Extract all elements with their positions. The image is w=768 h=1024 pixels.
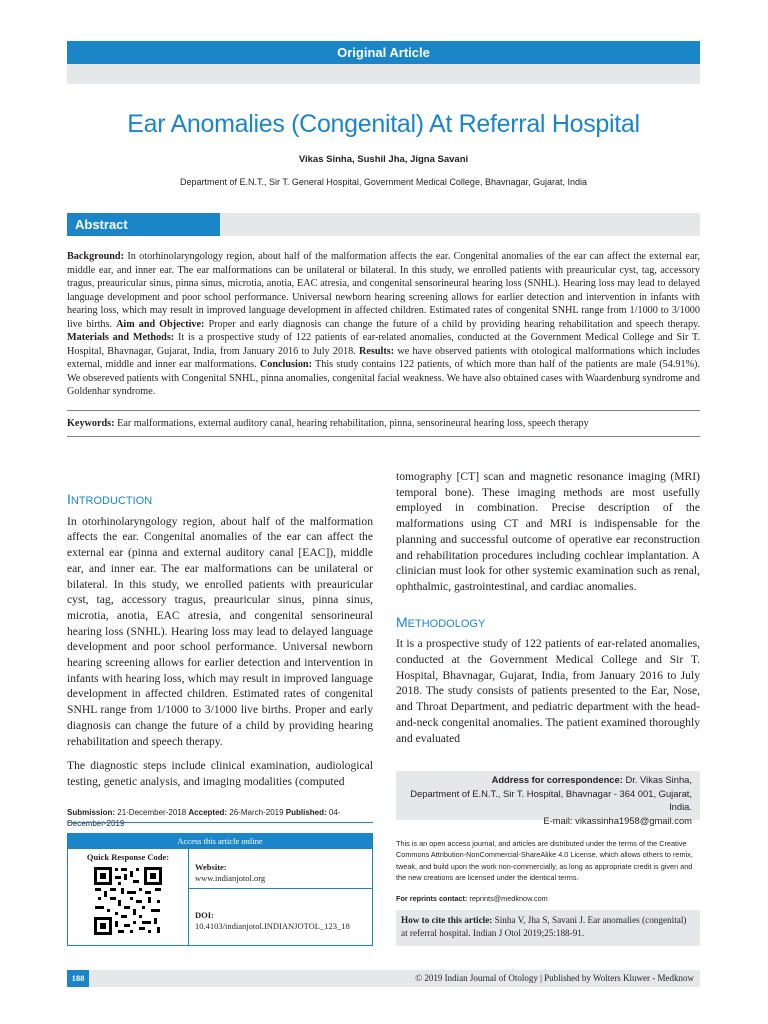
conclusion-text: This study contains 122 patients, of which more than half of the patients are male (54.91%). We obsereved patients with Congenital SNHL, pinna anomalies, congenital facial weakness. We have also obtained cases with Waardenburg syndrome and Goldenhar syndrome. (67, 359, 700, 397)
introduction-paragraph-1: In otorhinolaryngology region, about half of the malformation affects the ear. Congenital anomalies of the ear can affect the external ear (pinna and external auditory canal [EAC]), middle ear, and inner ear. The ear malformations can be unilateral or bilateral. In this study, we enrolled patients with preauricular cyst, tag, accessory tragus, preauricular sinus, pinna sinus, microtia, anotia, EAC atresia, and congenital sensorineural hearing loss (SNHL). Hearing loss may lead to delayed language development and poor school performance. Universal newborn hearing screening allows for earlier detection and intervention in infants with hearing loss, which may result in improved language development in affected children. Estimated rates of congenital SNHL range from 1/1000 to 3/1000 live births. Proper and early diagnosis can change the future of a child by providing hearing rehabilitation and speech therapy. (67, 514, 373, 748)
keywords (67, 417, 700, 431)
correspondence-label: Address for correspondence: (491, 774, 623, 785)
submission-dates: Submission: 21-December-2018 Accepted: 26-March-2019 Published: 04-December-2019 (67, 808, 341, 828)
website-link[interactable]: www.indianjotol.org (195, 873, 266, 883)
aim-label: Aim and Objective: (116, 318, 205, 330)
citation-box (396, 910, 700, 946)
website-label: Website: (195, 862, 227, 872)
access-divider-horizontal (188, 888, 372, 889)
aim-text: Proper and early diagnosis can change the future of a child by providing hearing rehabilitation and speech therapy. (204, 318, 701, 330)
banner-gray-strip (67, 64, 700, 84)
access-heading: Access this article online (68, 834, 372, 849)
citation-label: How to cite this article: (401, 915, 493, 925)
reprints-contact: For reprints contact: reprints@medknow.com (396, 894, 548, 903)
article-title: Ear Anomalies (Congenital) At Referral Hospital (127, 110, 640, 138)
article-type-banner (67, 41, 700, 64)
correspondence-address: Department of E.N.T., Sir T. Hospital, Bhavnagar - 364 001, Gujarat, India. (410, 787, 692, 812)
results-text: we have observed patients with otological malformations which includes external, middle and inner ear malformations. (67, 345, 700, 370)
article-type-label: Original Article (337, 45, 430, 60)
abstract-heading: Abstract (67, 213, 220, 236)
body-column-right (396, 469, 700, 746)
keywords-rule-top (67, 410, 700, 411)
abstract-body (67, 250, 700, 399)
results-label: Results: (359, 345, 395, 357)
page-number: 188 (67, 970, 89, 987)
keywords-label: Keywords: (67, 418, 115, 429)
doi-link[interactable]: 10.4103/indianjotol.INDIANJOTOL_123_18 (195, 921, 350, 931)
citation-text: Sinha V, Jha S, Savani J. Ear anomalies (congenital) at referral hospital. Indian J Otol 2019;25:188-91. (401, 915, 687, 939)
access-divider-vertical (188, 849, 189, 945)
methodology-heading: METHODOLOGY (396, 613, 486, 630)
keywords-text: Ear malformations, external auditory canal, hearing rehabilitation, pinna, sensorineural hearing loss, speech therapy (114, 418, 589, 429)
qr-code-label: Quick Response Code: (86, 852, 170, 862)
doi-label: DOI: (195, 910, 214, 920)
background-text: In otorhinolaryngology region, about half of the malformation affects the ear. Congenital anomalies of the ear can affect the external ear, middle ear, and inner ear. The ear malformations can be unilateral or bilateral. In this study, we enrolled patients with preauricular cyst, tag, accessory tragus, preauricular sinus, pinna sinus, microtia, anotia, EAC atresia, and congenital sensorineural hearing loss (SNHL). Hearing loss may lead to delayed language development and poor school performance. Universal newborn hearing screening allows for earlier detection and intervention in infants with hearing loss, which may result in improved language development in affected children. Estimated rates of congenital SNHL range from 1/1000 to 3/1000 live births. (67, 251, 700, 330)
introduction-heading: INTRODUCTION (67, 491, 153, 507)
article-authors: Vikas Sinha, Sushil Jha, Jigna Savani (298, 154, 469, 165)
correspondence-name: Dr. Vikas Sinha, (622, 774, 692, 785)
submission-rule (67, 822, 373, 823)
methods-text: It is a prospective study of 122 patients of ear-related anomalies, conducted at the Government Medical College and Sir T. Hospital, Bhavnagar, Gujarat, India, from January 2016 to July 2018. (67, 332, 700, 357)
correspondence-email[interactable]: E-mail: vikassinha1958@gmail.com (543, 814, 692, 826)
introduction-paragraph-2: The diagnostic steps include clinical examination, audiological testing, genetic analysis, and imaging modalities (computed (67, 759, 373, 788)
access-online-box (67, 833, 373, 946)
footer-copyright: © 2019 Indian Journal of Otology | Published by Wolters Kluwer - Medknow (415, 973, 694, 983)
qr-code-icon[interactable] (93, 866, 163, 936)
license-text: This is an open access journal, and articles are distributed under the terms of the Creative Commons Attribution-NonCommercial-ShareAlike 4.0 License, which allows others to remix, tweak, and build upon the work non-commercially, as long as appropriate credit is given and the new creations are licensed under the identical terms. (396, 839, 693, 883)
background-label: Background: (67, 251, 124, 262)
abstract-heading-strip (220, 213, 700, 236)
conclusion-label: Conclusion: (259, 359, 312, 370)
methodology-paragraph-1: It is a prospective study of 122 patients of ear-related anomalies, conducted at the Government Medical College and Sir T. Hospital, Bhavnagar, Gujarat, India, from January 2016 to July 2018. The study consists of patients presented to the Ear, Nose, and Throat Department, and pediatric department with the head-and-neck congenital anomalies. The patient examined thoroughly and evaluated (396, 637, 700, 745)
methods-label: Materials and Methods: (67, 332, 175, 343)
introduction-paragraph-2-continued: tomography [CT] scan and magnetic resonance imaging (MRI) temporal bone). These imaging methods are most usefully employed in combination. Precise description of the malformations using CT and MRI is indispensable for the planning and successful outcome of operative ear reconstruction and rehabilitation procedures including cochlear implantation. A clinician must look for other systemic examination such as renal, ophthalmic, gastrointestinal, and cardiac anomalies. (396, 470, 700, 593)
correspondence-box (396, 771, 700, 826)
article-affiliation: Department of E.N.T., Sir T. General Hospital, Government Medical College, Bhavnagar, Gujarat, India (179, 177, 588, 187)
keywords-rule-bottom (67, 436, 700, 437)
body-column-left (67, 492, 373, 790)
